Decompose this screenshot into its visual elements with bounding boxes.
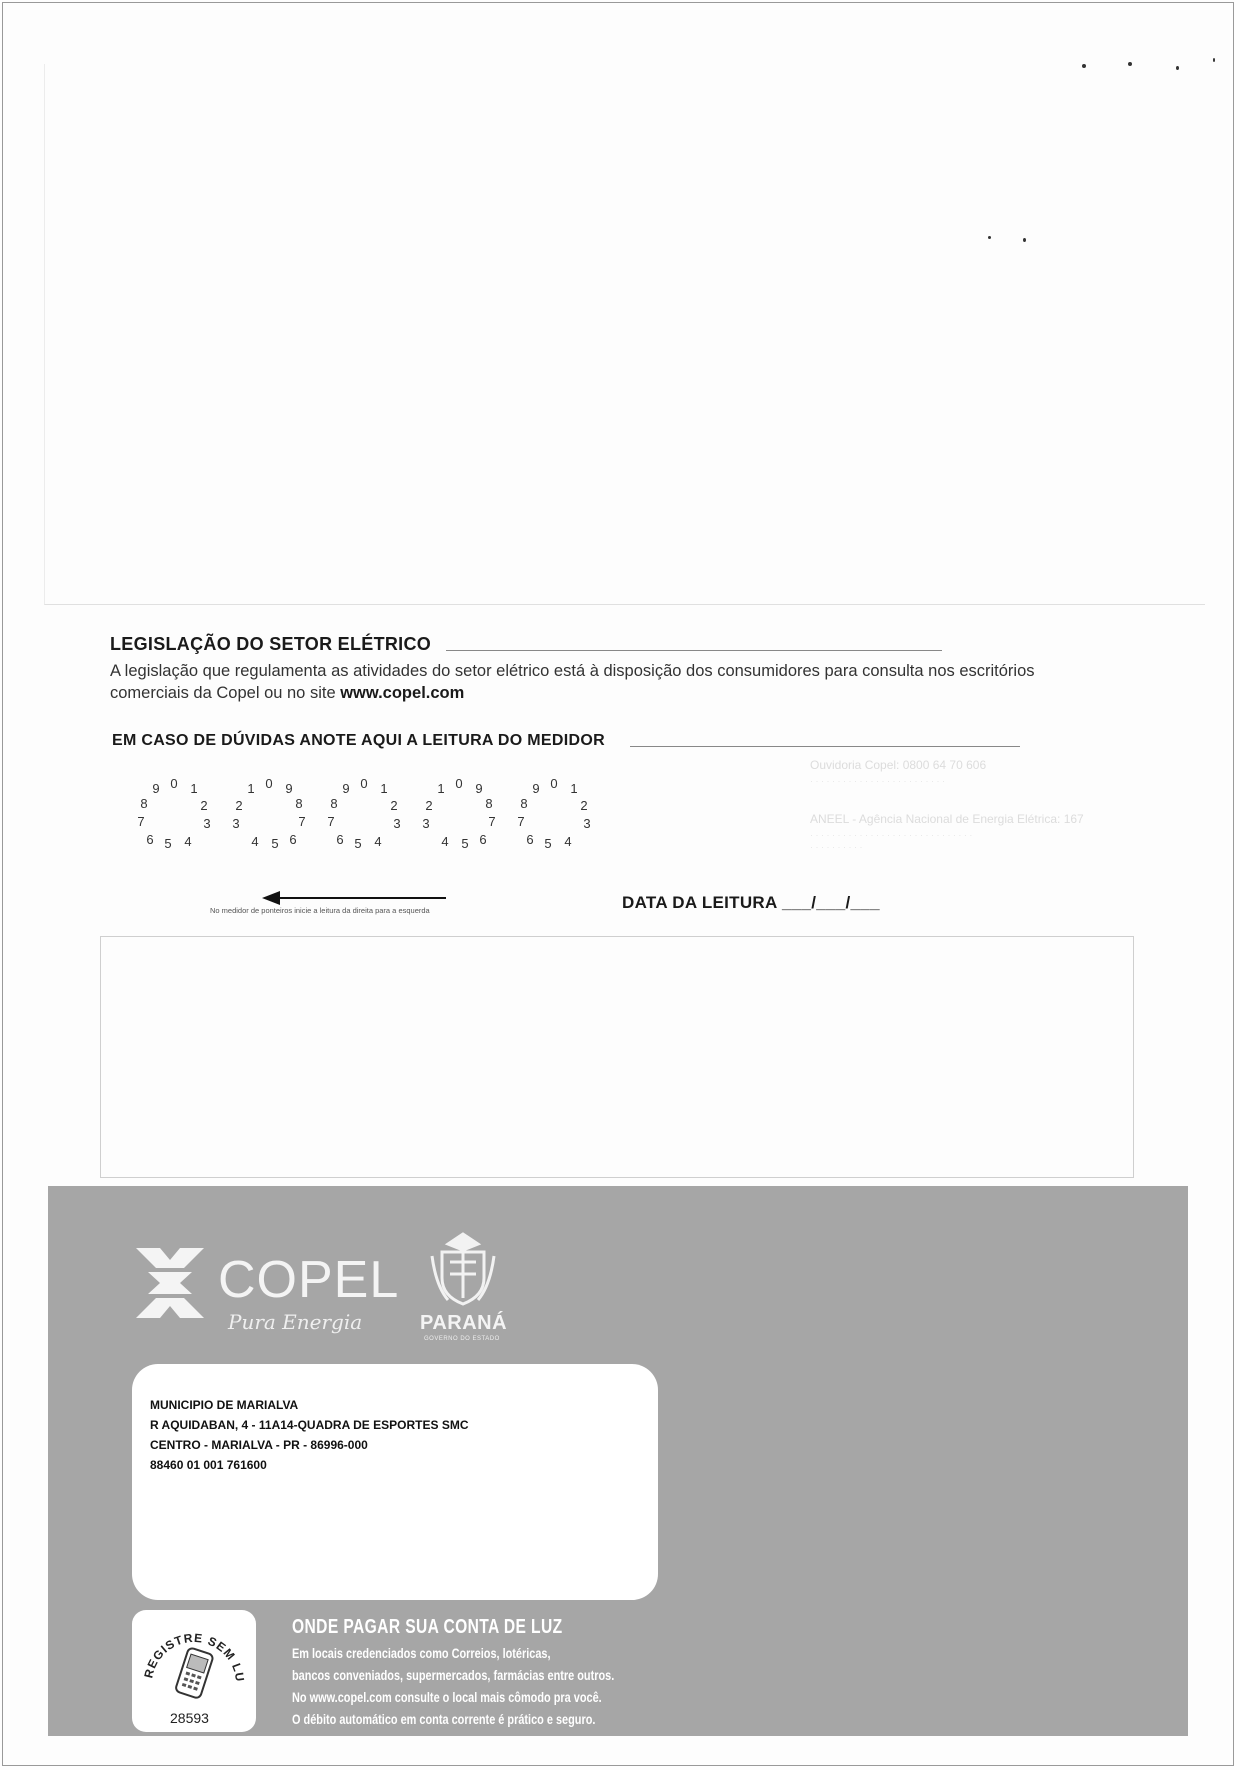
mailer-panel [48, 1186, 1188, 1736]
legislacao-text [110, 660, 1110, 704]
dial-5 [517, 776, 590, 851]
svg-text:0: 0 [265, 776, 273, 791]
pay-line: bancos conveniados, supermercados, farmácias entre outros. [292, 1667, 615, 1683]
svg-text:8: 8 [295, 796, 303, 811]
dial-2 [232, 776, 305, 851]
address-line: MUNICIPIO DE MARIALVA [150, 1398, 299, 1412]
parana-wordmark: PARANÁ [420, 1312, 508, 1334]
ouvidoria-aneel: ANEEL - Agência Nacional de Energia Elétrica: 167 [810, 812, 1084, 826]
address-window [132, 1364, 658, 1600]
svg-text:1: 1 [437, 781, 445, 796]
scan-speck [1176, 66, 1179, 70]
svg-text:2: 2 [580, 798, 588, 813]
sms-ring-text: REGISTRE SEM LU [141, 1630, 248, 1684]
duvidas-title: EM CASO DE DÚVIDAS ANOTE AQUI A LEITURA DO MEDIDOR [112, 732, 605, 749]
svg-text:4: 4 [564, 834, 572, 849]
svg-text:9: 9 [532, 781, 540, 796]
pay-line: No www.copel.com consulte o local mais cômodo pra você. [292, 1689, 602, 1705]
svg-text:6: 6 [146, 832, 154, 847]
svg-text:3: 3 [422, 816, 430, 831]
svg-text:1: 1 [570, 781, 578, 796]
svg-text:3: 3 [583, 816, 591, 831]
svg-text:2: 2 [200, 798, 208, 813]
svg-text:0: 0 [455, 776, 463, 791]
address-line: CENTRO - MARIALVA - PR - 86996-000 [150, 1438, 368, 1452]
legislacao-body: A legislação que regulamenta as atividades do setor elétrico está à disposição dos consumidores para consulta nos escritórios comerciais da Copel ou no site [110, 662, 1035, 702]
duvidas-rule [630, 746, 1020, 747]
parana-subtitle: GOVERNO DO ESTADO [424, 1336, 500, 1342]
scan-speck [1128, 62, 1132, 66]
arrow-caption: No medidor de ponteiros inicie a leitura da direita para a esquerda [210, 906, 430, 915]
svg-text:4: 4 [184, 834, 192, 849]
address-line: 88460 01 001 761600 [150, 1458, 267, 1472]
svg-text:7: 7 [298, 814, 306, 829]
dial-1 [137, 776, 210, 851]
pay-line: O débito automático em conta corrente é prático e seguro. [292, 1711, 596, 1727]
svg-text:5: 5 [544, 836, 552, 851]
ouvidoria-copel: Ouvidoria Copel: 0800 64 70 606 [810, 758, 987, 772]
dial-3 [327, 776, 400, 851]
ouvidoria-aneel-detail: · · · · · · · · · · [810, 842, 863, 852]
svg-text:7: 7 [488, 814, 496, 829]
svg-text:6: 6 [479, 832, 487, 847]
svg-text:3: 3 [232, 816, 240, 831]
blank-top-area [44, 64, 1205, 605]
svg-text:9: 9 [342, 781, 350, 796]
svg-text:4: 4 [441, 834, 449, 849]
svg-text:3: 3 [393, 816, 401, 831]
svg-text:2: 2 [390, 798, 398, 813]
svg-text:5: 5 [354, 836, 362, 851]
ouvidoria-aneel-detail: · · · · · · · · · · · · · · · · · · · · · · · · · · · · · · [810, 830, 973, 840]
copel-logo-icon [134, 1246, 206, 1320]
svg-text:9: 9 [475, 781, 483, 796]
svg-text:7: 7 [517, 814, 525, 829]
svg-text:8: 8 [485, 796, 493, 811]
svg-text:7: 7 [327, 814, 335, 829]
pay-title: ONDE PAGAR SUA CONTA DE LUZ [292, 1616, 563, 1638]
svg-text:8: 8 [140, 796, 148, 811]
svg-text:5: 5 [461, 836, 469, 851]
copel-tagline: Pura Energia [228, 1310, 363, 1334]
svg-text:4: 4 [251, 834, 259, 849]
svg-text:9: 9 [285, 781, 293, 796]
data-da-leitura: DATA DA LEITURA ___/___/___ [622, 893, 880, 912]
svg-text:3: 3 [203, 816, 211, 831]
svg-text:6: 6 [289, 832, 297, 847]
legislacao-rule [446, 650, 942, 651]
svg-text:1: 1 [190, 781, 198, 796]
pay-info [292, 1616, 705, 1727]
parana-coat-of-arms-icon [428, 1230, 498, 1312]
ouvidoria-copel-detail: · · · · · · · · · · · · · · · · · · · · · · · · · [810, 776, 945, 786]
svg-text:6: 6 [526, 832, 534, 847]
arrow-shaft [278, 897, 446, 899]
dial-4 [422, 776, 495, 851]
scan-speck [988, 236, 991, 239]
svg-text:0: 0 [550, 776, 558, 791]
svg-text:2: 2 [235, 798, 243, 813]
svg-text:4: 4 [374, 834, 382, 849]
svg-text:1: 1 [380, 781, 388, 796]
svg-text:8: 8 [520, 796, 528, 811]
scan-speck [1023, 238, 1026, 242]
pay-line: Em locais credenciados como Correios, lotéricas, [292, 1645, 551, 1661]
copel-site-link[interactable]: www.copel.com [340, 684, 465, 702]
svg-text:2: 2 [425, 798, 433, 813]
svg-text:0: 0 [170, 776, 178, 791]
address-line: R AQUIDABAN, 4 - 11A14-QUADRA DE ESPORTES SMC [150, 1418, 469, 1432]
svg-text:5: 5 [271, 836, 279, 851]
svg-text:5: 5 [164, 836, 172, 851]
svg-text:0: 0 [360, 776, 368, 791]
sms-badge [132, 1610, 256, 1732]
sms-number: 28593 [170, 1710, 209, 1726]
scan-speck [1082, 64, 1086, 68]
svg-text:7: 7 [137, 814, 145, 829]
phone-icon [175, 1647, 214, 1699]
svg-text:8: 8 [330, 796, 338, 811]
copel-brand: COPEL [218, 1251, 400, 1309]
scan-speck [1213, 58, 1215, 62]
svg-text:1: 1 [247, 781, 255, 796]
notes-box [100, 936, 1134, 1178]
svg-text:6: 6 [336, 832, 344, 847]
meter-dials [137, 772, 640, 868]
svg-text:9: 9 [152, 781, 160, 796]
legislacao-title: LEGISLAÇÃO DO SETOR ELÉTRICO [110, 634, 432, 654]
